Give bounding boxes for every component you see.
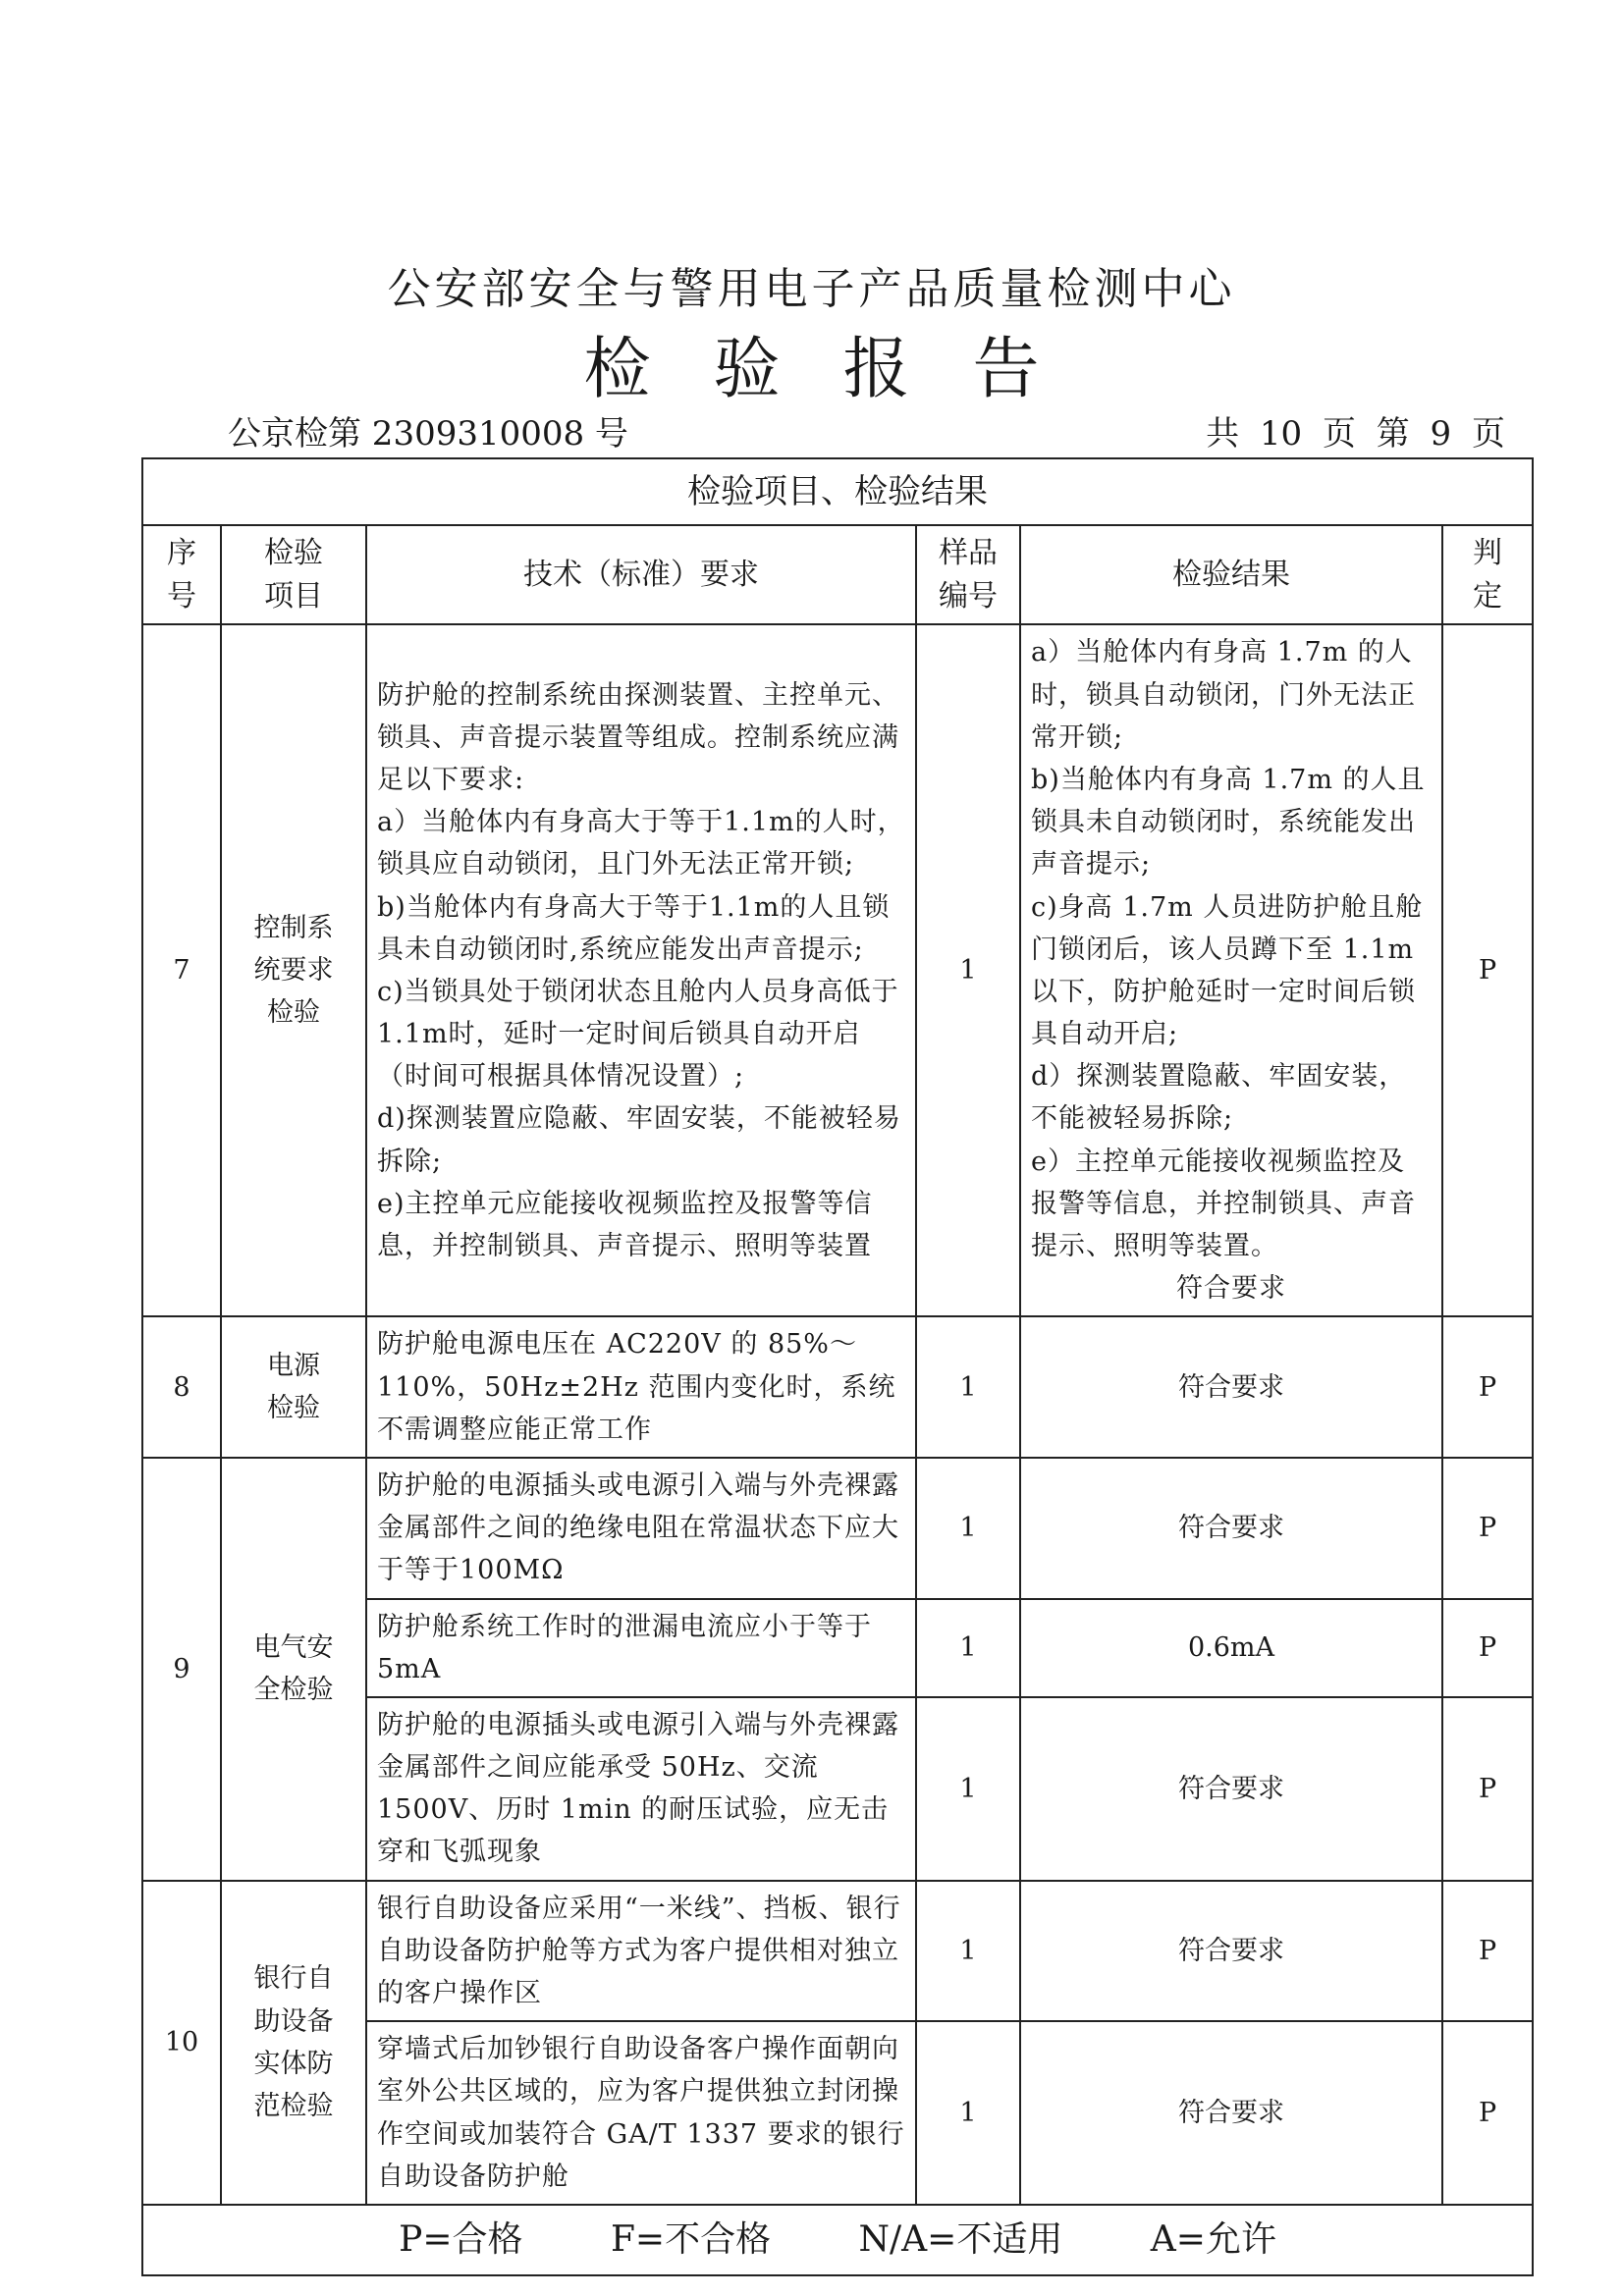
table-row <box>142 624 1533 1316</box>
column-header-sample: 样品 编号 <box>916 525 1020 624</box>
row-result: 0.6mA <box>1020 1599 1442 1697</box>
row-seq: 10 <box>142 1881 221 2205</box>
column-header-requirement: 技术（标准）要求 <box>366 525 916 624</box>
row-sample: 1 <box>916 2021 1020 2205</box>
row-item: 电源 检验 <box>221 1316 366 1458</box>
row-verdict: P <box>1442 624 1533 1316</box>
row-requirement: 银行自助设备应采用“一米线”、挡板、银行自助设备防护舱等方式为客户提供相对独立的客户操作区 <box>366 1881 916 2022</box>
row-seq: 7 <box>142 624 221 1316</box>
table-row <box>142 1316 1533 1458</box>
row-seq: 8 <box>142 1316 221 1458</box>
table-row <box>142 1881 1533 2022</box>
verdict-legend <box>142 2205 1533 2275</box>
row-result: 符合要求 <box>1020 1316 1442 1458</box>
table-row <box>142 1458 1533 1599</box>
row-sample: 1 <box>916 1697 1020 1881</box>
row-seq: 9 <box>142 1458 221 1881</box>
column-header-item: 检验 项目 <box>221 525 366 624</box>
row-verdict: P <box>1442 1599 1533 1697</box>
row-verdict: P <box>1442 1881 1533 2022</box>
row-requirement: 防护舱的电源插头或电源引入端与外壳裸露金属部件之间的绝缘电阻在常温状态下应大于等于100MΩ <box>366 1458 916 1599</box>
row-result <box>1020 624 1442 1316</box>
report-number: 公京检第 2309310008 号 <box>228 414 628 454</box>
row-sample: 1 <box>916 1599 1020 1697</box>
column-header-result: 检验结果 <box>1020 525 1442 624</box>
row-sample: 1 <box>916 624 1020 1316</box>
row-item: 银行自 助设备 实体防 范检验 <box>221 1881 366 2205</box>
row-requirement: 防护舱的电源插头或电源引入端与外壳裸露金属部件之间应能承受 50Hz、交流1500V、历时 1min 的耐压试验，应无击穿和飞弧现象 <box>366 1697 916 1881</box>
section-title: 检验项目、检验结果 <box>142 458 1533 525</box>
row-result-text: a）当舱体内有身高 1.7m 的人时，锁具自动锁闭，门外无法正常开锁; b)当舱体内有身高 1.7m 的人且锁具未自动锁闭时，系统能发出声音提示; c)身高 1.7m 人员进防护舱且舱门锁闭后，该人员蹲下至 1.1m 以下，防护舱延时一定时间后锁具自动开启; d）探测装置隐蔽、牢固安装，不能被轻易拆除; e）主控单元能接收视频监控及报警等信息，并控制锁具、声音提示、照明等装置。 <box>1031 637 1426 1262</box>
report-title: 检验报告 <box>583 331 1103 408</box>
row-requirement: 防护舱系统工作时的泄漏电流应小于等于5mA <box>366 1599 916 1697</box>
row-requirement: 防护舱电源电压在 AC220V 的 85%～110%，50Hz±2Hz 范围内变化时，系统不需调整应能正常工作 <box>366 1316 916 1458</box>
page-info: 共 10 页 第 9 页 <box>1206 414 1505 454</box>
row-requirement: 穿墙式后加钞银行自助设备客户操作面朝向室外公共区域的，应为客户提供独立封闭操作空间或加装符合 GA/T 1337 要求的银行自助设备防护舱 <box>366 2021 916 2205</box>
row-result: 符合要求 <box>1020 1458 1442 1599</box>
row-requirement: 防护舱的控制系统由探测装置、主控单元、锁具、声音提示装置等组成。控制系统应满足以下要求: a）当舱体内有身高大于等于1.1m的人时，锁具应自动锁闭，且门外无法正常开锁; b)当舱体内有身高大于等于1.1m的人且锁具未自动锁闭时,系统应能发出声音提示; c)当锁具处于锁闭状态且舱内人员身高低于1.1m时，延时一定时间后锁具自动开启（时间可根据具体情况设置）; d)探测装置应隐蔽、牢固安装，不能被轻易拆除; e)主控单元应能接收视频监控及报警等信息，并控制锁具、声音提示、照明等装置 <box>366 624 916 1316</box>
row-result: 符合要求 <box>1020 2021 1442 2205</box>
row-verdict: P <box>1442 2021 1533 2205</box>
organization-name: 公安部安全与警用电子产品质量检测中心 <box>387 264 1236 314</box>
legend-not-applicable: N/A=不适用 <box>858 2218 1063 2260</box>
row-result: 符合要求 <box>1020 1697 1442 1881</box>
row-item: 电气安 全检验 <box>221 1458 366 1881</box>
inspection-results-table <box>141 457 1534 2276</box>
row-result-conclusion: 符合要求 <box>1176 1273 1286 1305</box>
legend-fail: F=不合格 <box>610 2218 772 2260</box>
row-result: 符合要求 <box>1020 1881 1442 2022</box>
row-sample: 1 <box>916 1881 1020 2022</box>
row-verdict: P <box>1442 1458 1533 1599</box>
legend-allowed: A=允许 <box>1150 2218 1276 2260</box>
row-sample: 1 <box>916 1316 1020 1458</box>
row-item: 控制系 统要求 检验 <box>221 624 366 1316</box>
column-header-seq: 序 号 <box>142 525 221 624</box>
legend-pass: P=合格 <box>399 2218 523 2260</box>
row-verdict: P <box>1442 1316 1533 1458</box>
column-header-verdict: 判 定 <box>1442 525 1533 624</box>
row-verdict: P <box>1442 1697 1533 1881</box>
row-sample: 1 <box>916 1458 1020 1599</box>
